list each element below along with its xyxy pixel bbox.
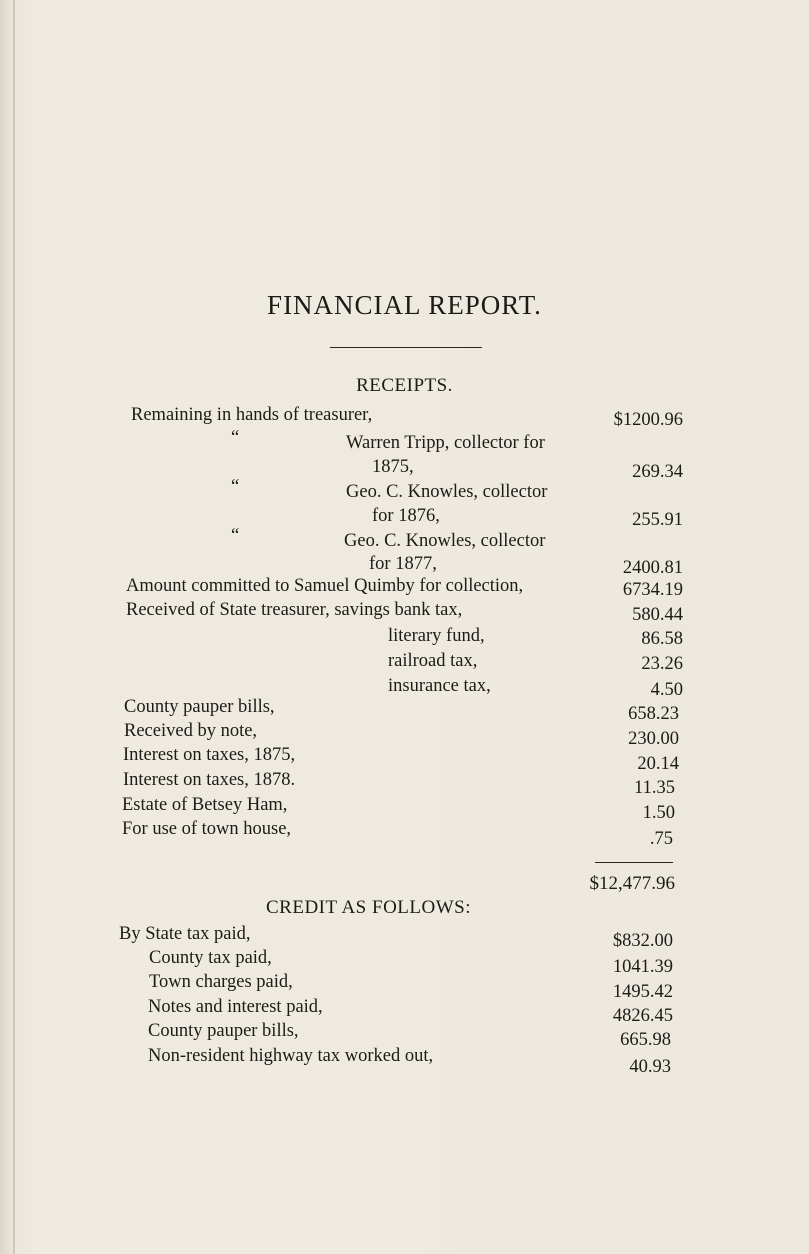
credit-label: Notes and interest paid, bbox=[148, 997, 323, 1017]
receipt-amount: 23.26 bbox=[641, 654, 683, 674]
receipt-amount: 580.44 bbox=[632, 605, 683, 625]
ditto-mark: “ bbox=[231, 428, 240, 448]
credit-label: Town charges paid, bbox=[149, 972, 293, 992]
receipt-label: Interest on taxes, 1875, bbox=[123, 745, 296, 765]
credit-amount: 1041.39 bbox=[612, 957, 673, 977]
page-gutter bbox=[13, 0, 15, 1254]
receipt-amount: 20.14 bbox=[637, 754, 679, 774]
receipt-amount: 658.23 bbox=[628, 704, 679, 724]
receipt-label: Geo. C. Knowles, collector bbox=[344, 531, 546, 551]
credit-label: County pauper bills, bbox=[148, 1021, 299, 1041]
credit-amount: 40.93 bbox=[629, 1057, 671, 1077]
receipt-amount: 11.35 bbox=[634, 778, 675, 798]
receipt-amount: 6734.19 bbox=[622, 580, 683, 600]
credit-label: Non-resident highway tax worked out, bbox=[148, 1046, 434, 1066]
receipt-amount: 269.34 bbox=[632, 462, 683, 482]
receipt-amount: 255.91 bbox=[632, 510, 683, 530]
receipt-label: literary fund, bbox=[388, 626, 485, 646]
receipt-label-cont: for 1876, bbox=[372, 506, 440, 526]
receipt-amount: 1.50 bbox=[642, 803, 675, 823]
credit-amount: 1495.42 bbox=[612, 982, 673, 1002]
ditto-mark: “ bbox=[231, 526, 240, 546]
receipt-label-cont: 1875, bbox=[372, 457, 414, 477]
credit-label: County tax paid, bbox=[149, 948, 272, 968]
title-rule bbox=[330, 347, 482, 348]
credit-heading: CREDIT AS FOLLOWS: bbox=[266, 897, 472, 918]
receipt-amount: .75 bbox=[649, 829, 673, 849]
receipt-amount: 230.00 bbox=[628, 729, 679, 749]
receipt-amount: 86.58 bbox=[641, 629, 683, 649]
receipt-label: Received by note, bbox=[124, 721, 258, 741]
receipt-label: Interest on taxes, 1878. bbox=[123, 770, 296, 790]
credit-amount: 665.98 bbox=[620, 1030, 671, 1050]
credit-label: By State tax paid, bbox=[119, 924, 251, 944]
receipt-amount: 2400.81 bbox=[622, 558, 683, 578]
credit-amount: 4826.45 bbox=[612, 1006, 673, 1026]
credit-amount: $832.00 bbox=[612, 931, 673, 951]
receipt-label: Remaining in hands of treasurer, bbox=[131, 405, 373, 425]
receipt-amount: 4.50 bbox=[650, 680, 683, 700]
receipt-label: Geo. C. Knowles, collector bbox=[346, 482, 548, 502]
receipt-label: For use of town house, bbox=[122, 819, 292, 839]
receipt-label: railroad tax, bbox=[388, 651, 478, 671]
receipt-label-cont: for 1877, bbox=[369, 554, 437, 574]
receipt-label: Amount committed to Samuel Quimby for collection, bbox=[126, 576, 524, 596]
receipt-label: County pauper bills, bbox=[124, 697, 275, 717]
ditto-mark: “ bbox=[231, 477, 240, 497]
total-rule bbox=[595, 862, 673, 863]
receipts-heading: RECEIPTS. bbox=[356, 375, 453, 396]
page-title: FINANCIAL REPORT. bbox=[267, 290, 542, 320]
receipt-label: Received of State treasurer, savings bank tax, bbox=[126, 600, 463, 620]
receipts-total: $12,477.96 bbox=[589, 873, 675, 894]
receipt-amount: $1200.96 bbox=[613, 410, 683, 430]
receipt-label: Warren Tripp, collector for bbox=[346, 433, 545, 453]
receipt-label: Estate of Betsey Ham, bbox=[122, 795, 288, 815]
receipt-label: insurance tax, bbox=[388, 676, 491, 696]
